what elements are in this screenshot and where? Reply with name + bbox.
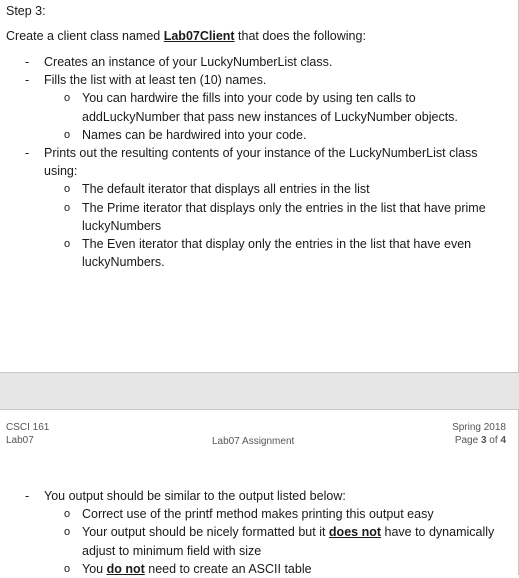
emphasis-do-not: do not [106, 561, 145, 576]
dash-bullet: - [25, 146, 30, 161]
assignment-label: Lab07 Assignment [212, 436, 295, 447]
page-separator [0, 372, 519, 410]
intro-paragraph [6, 29, 366, 43]
sub-list-item: o You do not need to create an ASCII table [44, 560, 505, 578]
intro-prefix: Create a client class named [6, 29, 164, 43]
header-left [6, 422, 49, 447]
page-number: Page 3 of 4 [454, 434, 506, 446]
circle-bullet-icon: o [64, 562, 71, 575]
document-page-lower [0, 410, 519, 575]
sub-list-item: o The Prime iterator that displays only the entries in the list that have prime luckyNumbers [64, 200, 486, 233]
output-requirements-list [0, 487, 519, 578]
sub-list [44, 505, 505, 578]
dash-bullet: - [25, 55, 30, 69]
class-name: Lab07Client [163, 29, 235, 43]
circle-bullet-icon: o [64, 201, 71, 214]
circle-bullet-icon: o [64, 508, 71, 521]
header-right [452, 422, 506, 447]
list-item: - Fills the list with at least ten (10) names. o You can hardwire the fills into your code by using ten calls to addLuckyNumber that pass new instances of LuckyNumber objects. o Names can be hardwired into your code. [0, 71, 519, 144]
step-heading: Step 3: [6, 4, 46, 18]
circle-bullet-icon: o [64, 238, 71, 251]
list-item: - You output should be similar to the output listed below: o Correct use of the printf method makes printing this output easy o Your output should be nicely formatted but it does not have to dynamically adjust to minimum field with size o You do not need to create an ASCII table [0, 487, 519, 578]
course-label: CSCI 161 [6, 422, 50, 433]
emphasis-does-not: does not [328, 525, 382, 540]
dash-bullet: - [25, 73, 30, 88]
circle-bullet-icon: o [64, 183, 71, 196]
lab-label: Lab07 [6, 434, 34, 446]
sub-list-item: o You can hardwire the fills into your code by using ten calls to addLuckyNumber that pass new instances of LuckyNumber objects. [64, 91, 458, 124]
circle-bullet-icon: o [64, 526, 71, 539]
sub-list [44, 89, 505, 144]
sub-list-item: o The Even iterator that display only the entries in the list that have even luckyNumbers. [64, 237, 472, 270]
requirements-list [0, 53, 519, 271]
circle-bullet-icon: o [64, 128, 71, 141]
term-label: Spring 2018 [452, 422, 506, 433]
list-item: - Creates an instance of your LuckyNumberList class. [0, 53, 519, 71]
list-item: - Prints out the resulting contents of your instance of the LuckyNumberList class using: o The default iterator that displays all entries in the list o The Prime iterator that displays only the entries in the list that have prime luckyNumbers o The Even iterator that display only the entries in the list that have even luckyNumbers. [0, 144, 519, 271]
intro-suffix: that does the following: [234, 29, 366, 43]
circle-bullet-icon: o [64, 92, 71, 105]
dash-bullet: - [25, 489, 30, 503]
sub-list-item: o The default iterator that displays all entries in the list [44, 180, 505, 198]
sub-list [44, 180, 505, 271]
sub-list-item: o Correct use of the printf method makes printing this output easy [44, 505, 505, 523]
sub-list-item: o Your output should be nicely formatted but it does not have to dynamically adjust to minimum field with size [64, 525, 495, 558]
sub-list-item: o Names can be hardwired into your code. [44, 126, 505, 144]
